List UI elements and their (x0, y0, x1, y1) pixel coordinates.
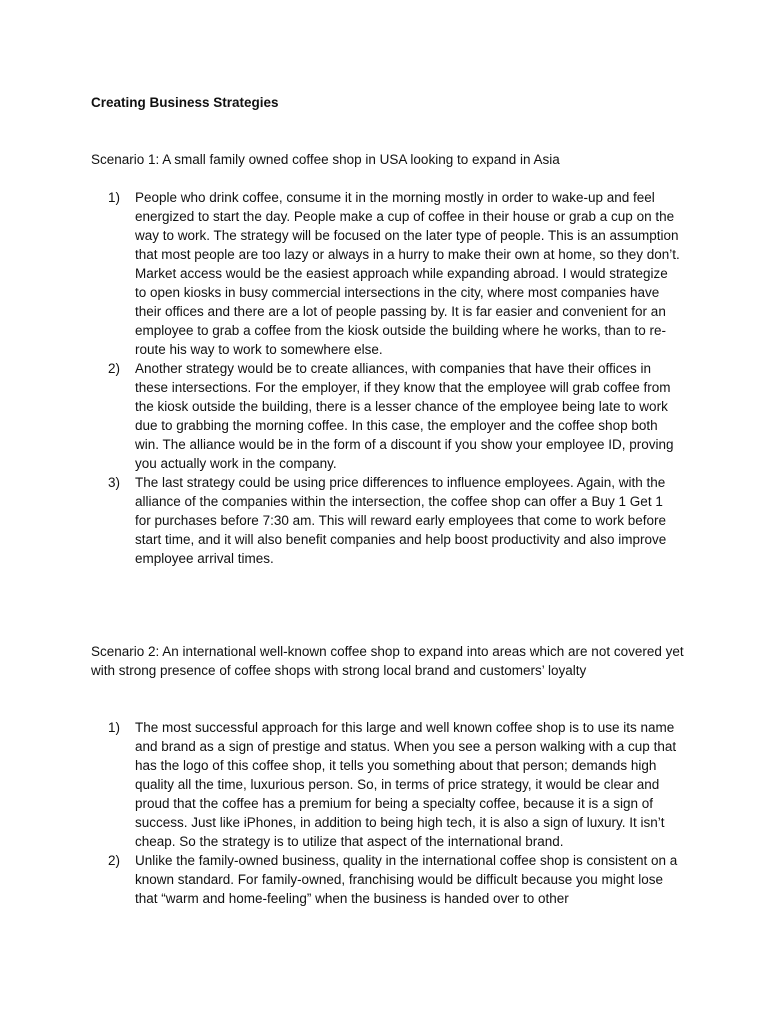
list-item (108, 359, 680, 473)
scenario-2-heading: Scenario 2: An international well-known coffee shop to expand into areas which are not covered yet with strong presence of coffee shops with strong local brand and customers’ loyalty (91, 644, 684, 678)
list-item (108, 473, 680, 568)
list-item-text: People who drink coffee, consume it in the morning mostly in order to wake-up and feel energized to start the day. People make a cup of coffee in their house or grab a cup on the way to work. The strategy will be focused on the later type of people. This is an assumption that most people are too lazy or always in a hurry to make their own at home, so they don’t. Market access would be the easiest approach while expanding abroad. I would strategize to open kiosks in busy commercial intersections in the city, where most companies have their offices and there are a lot of people passing by. It is far easier and convenient for an employee to grab a coffee from the kiosk outside the building where he works, than to re-route his way to work to somewhere else. (135, 190, 680, 357)
scenario-2-list (108, 718, 680, 908)
list-item-number: 3) (108, 475, 121, 490)
list-item (108, 718, 680, 851)
list-item-number: 1) (108, 720, 121, 735)
list-item-text: The most successful approach for this large and well known coffee shop is to use its name and brand as a sign of prestige and status. When you see a person walking with a cup that has the logo of this coffee shop, it tells you something about that person; demands high quality all the time, luxurious person. So, in terms of price strategy, it would be clear and proud that the coffee has a premium for being a specialty coffee, because it is a sign of success. Just like iPhones, in addition to being high tech, it is also a sign of luxury. It isn’t cheap. So the strategy is to utilize that aspect of the international brand. (135, 720, 677, 849)
list-item-number: 2) (108, 361, 121, 376)
scenario-1-heading: Scenario 1: A small family owned coffee shop in USA looking to expand in Asia (91, 152, 560, 167)
list-item-text: Unlike the family-owned business, quality in the international coffee shop is consistent on a known standard. For family-owned, franchising would be difficult because you might lose that “warm and home-feeling” when the business is handed over to other (135, 853, 678, 906)
list-item (108, 851, 680, 908)
list-item-text: The last strategy could be using price differences to influence employees. Again, with the alliance of the companies within the intersection, the coffee shop can offer a Buy 1 Get 1 for purchases before 7:30 am. This will reward early employees that come to work before start time, and it will also benefit companies and help boost productivity and also improve employee arrival times. (135, 475, 667, 566)
scenario-1-list (108, 188, 680, 568)
document-title: Creating Business Strategies (91, 95, 279, 110)
list-item-number: 2) (108, 853, 121, 868)
list-item-number: 1) (108, 190, 121, 205)
list-item-text: Another strategy would be to create alliances, with companies that have their offices in these intersections. For the employer, if they know that the employee will grab coffee from the kiosk outside the building, there is a lesser chance of the employee being late to work due to grabbing the morning coffee. In this case, the employer and the coffee shop both win. The alliance would be in the form of a discount if you show your employee ID, proving you actually work in the company. (135, 361, 674, 471)
list-item (108, 188, 680, 359)
